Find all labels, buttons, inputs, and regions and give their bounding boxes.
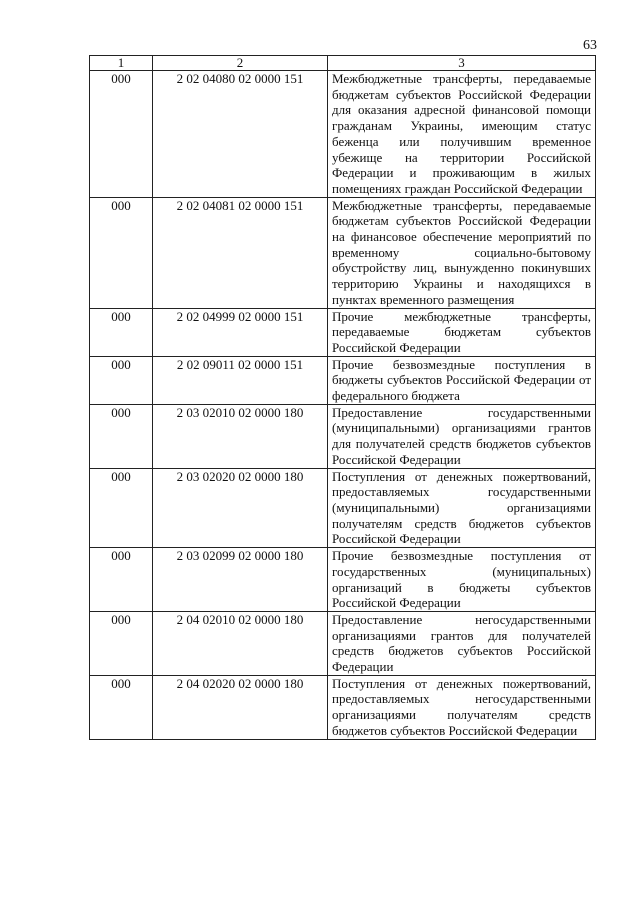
description-cell: Поступления от денежных пожертвований, предоставляемых негосударственными организациями получателям средств бюджетов субъектов Российской Федерации (328, 675, 596, 739)
description-cell: Поступления от денежных пожертвований, предоставляемых государственными (муниципальными) организациями получателям средств бюджетов субъектов Российской Федерации (328, 468, 596, 548)
admin-code-cell: 000 (90, 197, 153, 308)
admin-code-cell: 000 (90, 675, 153, 739)
table-row (90, 71, 596, 198)
description-cell: Прочие безвозмездные поступления от государственных (муниципальных) организаций в бюджеты субъектов Российской Федерации (328, 548, 596, 612)
description-cell: Межбюджетные трансферты, передаваемые бюджетам субъектов Российской Федерации на финансовое обеспечение мероприятий по временному социально-бытовому обустройству лиц, вынужденно покинувших территорию Украины и находящихся в пунктах временного размещения (328, 197, 596, 308)
table-row (90, 611, 596, 675)
table-row (90, 197, 596, 308)
description-cell: Предоставление государственными (муниципальными) организациями грантов для получателей средств бюджетов субъектов Российской Федерации (328, 404, 596, 468)
kbk-code-cell: 2 02 09011 02 0000 151 (153, 356, 328, 404)
budget-classification-table (89, 55, 596, 740)
admin-code-cell: 000 (90, 404, 153, 468)
table-row (90, 356, 596, 404)
kbk-code-cell: 2 03 02010 02 0000 180 (153, 404, 328, 468)
table-row (90, 675, 596, 739)
description-cell: Прочие безвозмездные поступления в бюджеты субъектов Российской Федерации от федерального бюджета (328, 356, 596, 404)
column-header-3: 3 (328, 56, 596, 71)
kbk-code-cell: 2 03 02020 02 0000 180 (153, 468, 328, 548)
kbk-code-cell: 2 04 02020 02 0000 180 (153, 675, 328, 739)
description-cell: Прочие межбюджетные трансферты, передаваемые бюджетам субъектов Российской Федерации (328, 308, 596, 356)
admin-code-cell: 000 (90, 548, 153, 612)
description-cell: Предоставление негосударственными организациями грантов для получателей средств бюджетов субъектов Российской Федерации (328, 611, 596, 675)
table-header-row (90, 56, 596, 71)
admin-code-cell: 000 (90, 71, 153, 198)
table-row (90, 404, 596, 468)
kbk-code-cell: 2 02 04081 02 0000 151 (153, 197, 328, 308)
table-row (90, 548, 596, 612)
kbk-code-cell: 2 02 04999 02 0000 151 (153, 308, 328, 356)
kbk-code-cell: 2 02 04080 02 0000 151 (153, 71, 328, 198)
description-cell: Межбюджетные трансферты, передаваемые бюджетам субъектов Российской Федерации для оказания адресной финансовой помощи гражданам Украины, имеющим статус беженца или получившим временное убежище на территории Российской Федерации и проживающим в жилых помещениях граждан Российской Федерации (328, 71, 596, 198)
table-row (90, 308, 596, 356)
kbk-code-cell: 2 03 02099 02 0000 180 (153, 548, 328, 612)
table-row (90, 468, 596, 548)
column-header-1: 1 (90, 56, 153, 71)
page-number: 63 (583, 38, 597, 53)
kbk-code-cell: 2 04 02010 02 0000 180 (153, 611, 328, 675)
admin-code-cell: 000 (90, 468, 153, 548)
admin-code-cell: 000 (90, 611, 153, 675)
column-header-2: 2 (153, 56, 328, 71)
admin-code-cell: 000 (90, 356, 153, 404)
admin-code-cell: 000 (90, 308, 153, 356)
